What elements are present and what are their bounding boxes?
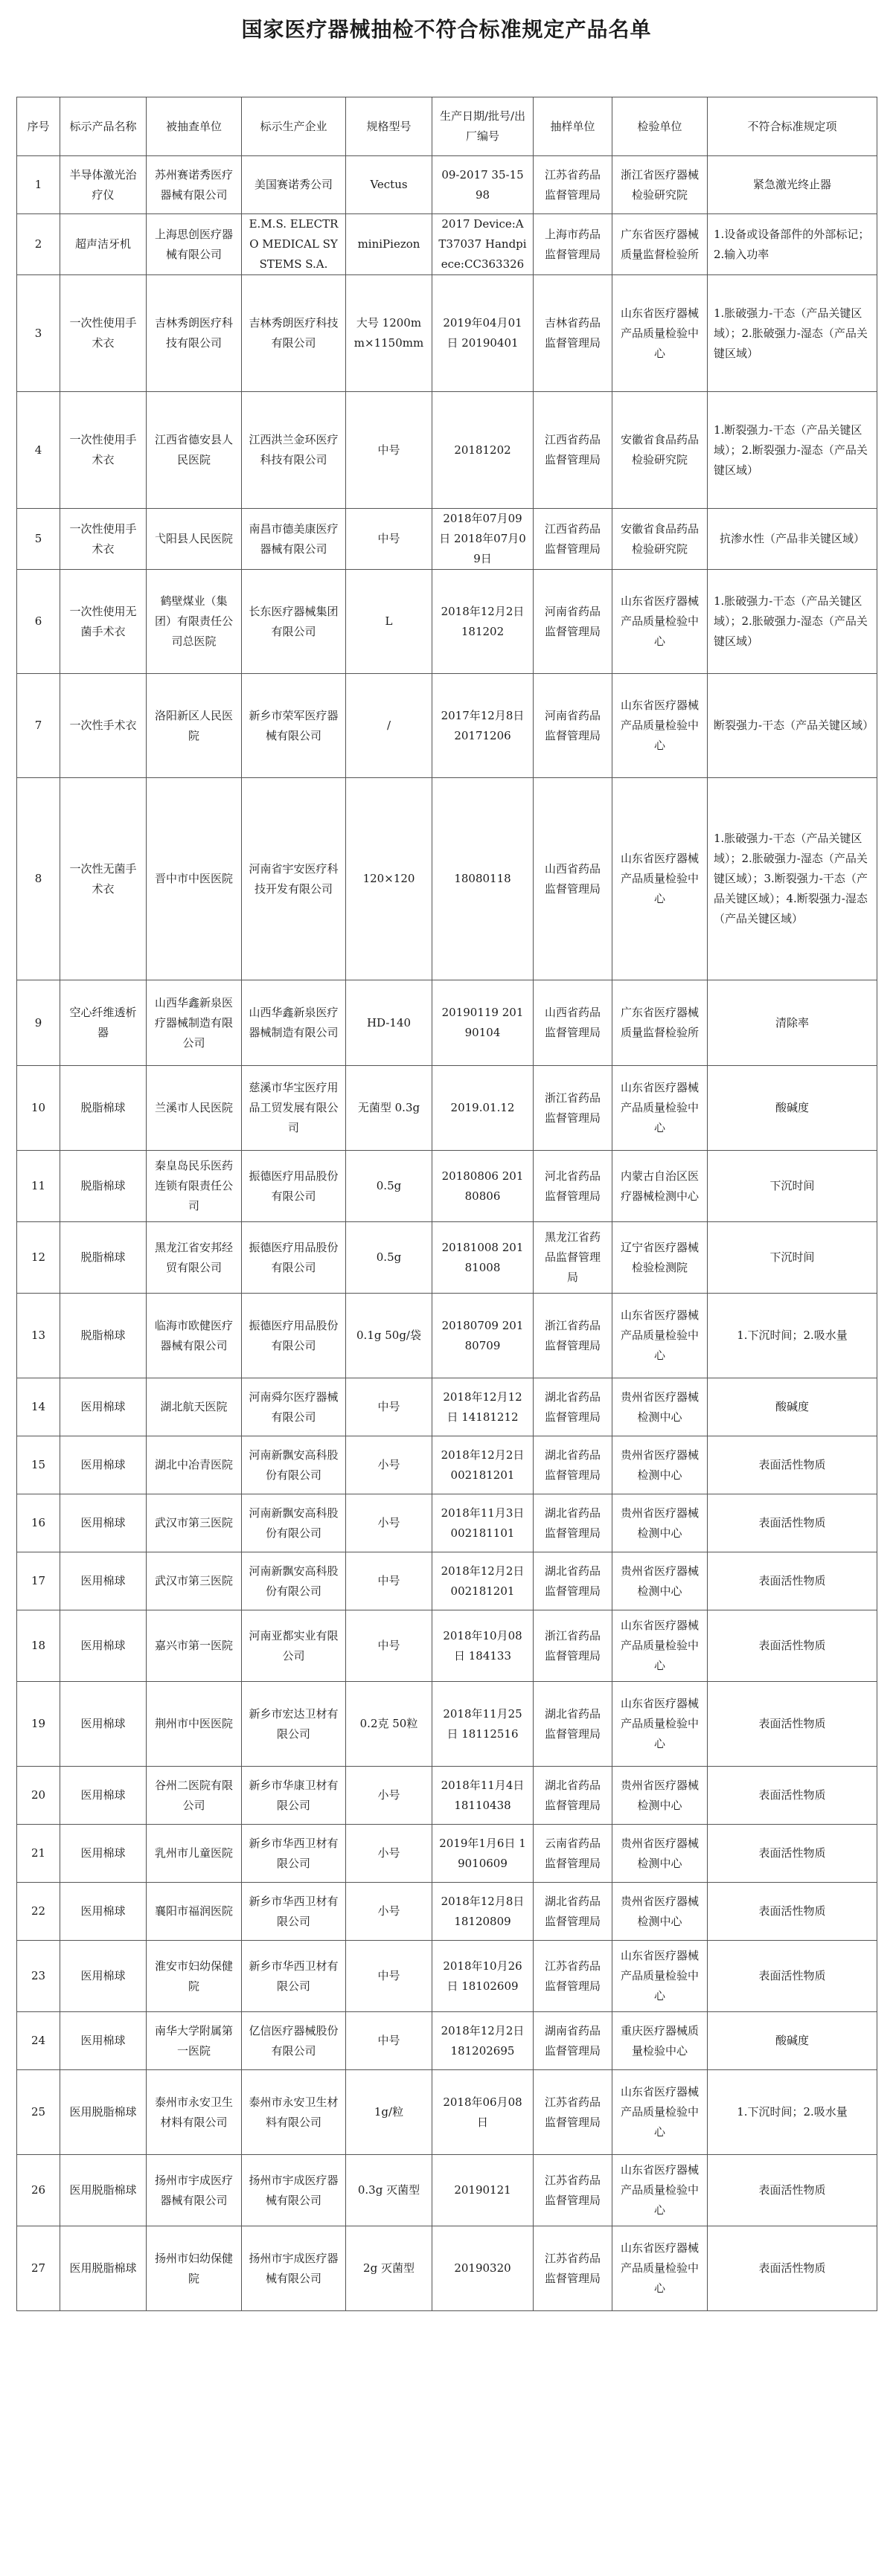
cell-nonconformity: 表面活性物质: [708, 1552, 877, 1610]
cell-product-name: 脱脂棉球: [60, 1294, 147, 1378]
cell-nonconformity: 表面活性物质: [708, 1883, 877, 1941]
cell-testing-unit: 贵州省医疗器械检测中心: [612, 1767, 708, 1825]
table-row: [17, 214, 877, 275]
cell-manufacturer: 亿信医疗器械股份有限公司: [242, 2012, 346, 2070]
cell-inspected-unit: 山西华鑫新泉医疗器械制造有限公司: [147, 980, 242, 1066]
cell-manufacturer: 山西华鑫新泉医疗器械制造有限公司: [242, 980, 346, 1066]
cell-nonconformity: 1.设备或设备部件的外部标记；2.输入功率: [708, 214, 877, 275]
cell-nonconformity: 表面活性物质: [708, 1610, 877, 1682]
cell-sampling-unit: 湖北省药品监督管理局: [534, 1494, 612, 1552]
cell-nonconformity: 抗渗水性（产品非关键区域）: [708, 509, 877, 570]
cell-manufacturer: 美国赛诺秀公司: [242, 156, 346, 214]
cell-manufacturer: 河南新飘安高科股份有限公司: [242, 1552, 346, 1610]
header-sampling-unit: 抽样单位: [534, 97, 612, 156]
cell-inspected-unit: 江西省德安县人民医院: [147, 392, 242, 509]
table-row: [17, 1494, 877, 1552]
cell-serial-no: 23: [17, 1941, 60, 2012]
cell-inspected-unit: 弋阳县人民医院: [147, 509, 242, 570]
cell-serial-no: 4: [17, 392, 60, 509]
cell-manufacturer: 新乡市华西卫材有限公司: [242, 1825, 346, 1883]
cell-inspected-unit: 武汉市第三医院: [147, 1552, 242, 1610]
cell-batch-info: 20190121: [432, 2155, 534, 2226]
cell-sampling-unit: 河北省药品监督管理局: [534, 1151, 612, 1222]
cell-testing-unit: 贵州省医疗器械检测中心: [612, 1825, 708, 1883]
cell-inspected-unit: 湖北航天医院: [147, 1378, 242, 1436]
table-row: [17, 1066, 877, 1151]
table-row: [17, 2226, 877, 2311]
cell-serial-no: 14: [17, 1378, 60, 1436]
cell-nonconformity: 表面活性物质: [708, 1682, 877, 1767]
cell-manufacturer: 河南舜尔医疗器械有限公司: [242, 1378, 346, 1436]
cell-spec-model: 1g/粒: [346, 2070, 432, 2155]
cell-testing-unit: 安徽省食品药品检验研究院: [612, 392, 708, 509]
cell-batch-info: 20181008 20181008: [432, 1222, 534, 1294]
cell-spec-model: miniPiezon: [346, 214, 432, 275]
cell-testing-unit: 贵州省医疗器械检测中心: [612, 1883, 708, 1941]
cell-manufacturer: 长东医疗器械集团有限公司: [242, 570, 346, 674]
table-row: [17, 778, 877, 980]
header-product-name: 标示产品名称: [60, 97, 147, 156]
cell-nonconformity: 表面活性物质: [708, 1825, 877, 1883]
cell-manufacturer: 河南新飘安高科股份有限公司: [242, 1494, 346, 1552]
cell-manufacturer: 泰州市永安卫生材料有限公司: [242, 2070, 346, 2155]
cell-manufacturer: 吉林秀朗医疗科技有限公司: [242, 275, 346, 392]
table-row: [17, 1941, 877, 2012]
cell-testing-unit: 贵州省医疗器械检测中心: [612, 1436, 708, 1494]
cell-product-name: 脱脂棉球: [60, 1151, 147, 1222]
cell-sampling-unit: 湖北省药品监督管理局: [534, 1883, 612, 1941]
cell-batch-info: 2019.01.12: [432, 1066, 534, 1151]
cell-testing-unit: 贵州省医疗器械检测中心: [612, 1552, 708, 1610]
cell-testing-unit: 山东省医疗器械产品质量检验中心: [612, 2155, 708, 2226]
cell-batch-info: 2018年07月09日 2018年07月09日: [432, 509, 534, 570]
header-batch-info: 生产日期/批号/出厂编号: [432, 97, 534, 156]
header-manufacturer: 标示生产企业: [242, 97, 346, 156]
cell-batch-info: 20181202: [432, 392, 534, 509]
cell-batch-info: 20180709 20180709: [432, 1294, 534, 1378]
cell-nonconformity: 紧急激光终止器: [708, 156, 877, 214]
cell-product-name: 医用棉球: [60, 1941, 147, 2012]
cell-inspected-unit: 淮安市妇幼保健院: [147, 1941, 242, 2012]
cell-sampling-unit: 吉林省药品监督管理局: [534, 275, 612, 392]
cell-testing-unit: 山东省医疗器械产品质量检验中心: [612, 1066, 708, 1151]
noncompliant-products-table: [16, 97, 877, 2311]
cell-sampling-unit: 河南省药品监督管理局: [534, 570, 612, 674]
cell-inspected-unit: 洛阳新区人民医院: [147, 674, 242, 778]
cell-testing-unit: 重庆医疗器械质量检验中心: [612, 2012, 708, 2070]
cell-batch-info: 2018年11月25日 18112516: [432, 1682, 534, 1767]
cell-nonconformity: 酸碱度: [708, 2012, 877, 2070]
cell-manufacturer: 振德医疗用品股份有限公司: [242, 1222, 346, 1294]
cell-inspected-unit: 扬州市妇幼保健院: [147, 2226, 242, 2311]
table-row: [17, 1610, 877, 1682]
cell-sampling-unit: 湖北省药品监督管理局: [534, 1682, 612, 1767]
cell-product-name: 脱脂棉球: [60, 1222, 147, 1294]
cell-sampling-unit: 浙江省药品监督管理局: [534, 1610, 612, 1682]
cell-product-name: 脱脂棉球: [60, 1066, 147, 1151]
header-serial-no: 序号: [17, 97, 60, 156]
cell-serial-no: 21: [17, 1825, 60, 1883]
cell-sampling-unit: 黑龙江省药品监督管理局: [534, 1222, 612, 1294]
cell-sampling-unit: 山西省药品监督管理局: [534, 778, 612, 980]
cell-testing-unit: 山东省医疗器械产品质量检验中心: [612, 1294, 708, 1378]
cell-serial-no: 10: [17, 1066, 60, 1151]
cell-product-name: 医用棉球: [60, 1378, 147, 1436]
cell-batch-info: 2019年04月01日 20190401: [432, 275, 534, 392]
table-row: [17, 1825, 877, 1883]
cell-sampling-unit: 江苏省药品监督管理局: [534, 2070, 612, 2155]
table-row: [17, 1767, 877, 1825]
cell-manufacturer: 新乡市华西卫材有限公司: [242, 1941, 346, 2012]
cell-product-name: 一次性手术衣: [60, 674, 147, 778]
cell-batch-info: 20190119 20190104: [432, 980, 534, 1066]
cell-product-name: 医用棉球: [60, 1552, 147, 1610]
cell-testing-unit: 山东省医疗器械产品质量检验中心: [612, 1941, 708, 2012]
cell-inspected-unit: 嘉兴市第一医院: [147, 1610, 242, 1682]
cell-spec-model: 无菌型 0.3g: [346, 1066, 432, 1151]
table-row: [17, 1378, 877, 1436]
cell-serial-no: 3: [17, 275, 60, 392]
cell-serial-no: 19: [17, 1682, 60, 1767]
table-row: [17, 570, 877, 674]
table-row: [17, 1222, 877, 1294]
cell-product-name: 医用脱脂棉球: [60, 2155, 147, 2226]
cell-inspected-unit: 泰州市永安卫生材料有限公司: [147, 2070, 242, 2155]
cell-sampling-unit: 江西省药品监督管理局: [534, 392, 612, 509]
cell-serial-no: 16: [17, 1494, 60, 1552]
cell-testing-unit: 山东省医疗器械产品质量检验中心: [612, 1610, 708, 1682]
cell-manufacturer: 新乡市华西卫材有限公司: [242, 1883, 346, 1941]
cell-batch-info: 2017年12月8日 20171206: [432, 674, 534, 778]
cell-manufacturer: 南昌市德美康医疗器械有限公司: [242, 509, 346, 570]
table-row: [17, 1436, 877, 1494]
cell-spec-model: 大号 1200mm×1150mm: [346, 275, 432, 392]
cell-product-name: 超声洁牙机: [60, 214, 147, 275]
cell-spec-model: 中号: [346, 1378, 432, 1436]
cell-nonconformity: 表面活性物质: [708, 1494, 877, 1552]
cell-serial-no: 15: [17, 1436, 60, 1494]
cell-sampling-unit: 河南省药品监督管理局: [534, 674, 612, 778]
cell-nonconformity: 酸碱度: [708, 1378, 877, 1436]
table-row: [17, 980, 877, 1066]
cell-spec-model: /: [346, 674, 432, 778]
cell-batch-info: 2018年12月8日 18120809: [432, 1883, 534, 1941]
cell-nonconformity: 表面活性物质: [708, 2155, 877, 2226]
header-inspected-unit: 被抽查单位: [147, 97, 242, 156]
cell-product-name: 医用棉球: [60, 1682, 147, 1767]
cell-testing-unit: 山东省医疗器械产品质量检验中心: [612, 570, 708, 674]
cell-serial-no: 7: [17, 674, 60, 778]
cell-product-name: 医用棉球: [60, 1825, 147, 1883]
cell-nonconformity: 1.下沉时间；2.吸水量: [708, 1294, 877, 1378]
cell-batch-info: 2018年10月26日 18102609: [432, 1941, 534, 2012]
cell-batch-info: 2018年11月4日 18110438: [432, 1767, 534, 1825]
cell-product-name: 医用棉球: [60, 1883, 147, 1941]
cell-manufacturer: 河南亚都实业有限公司: [242, 1610, 346, 1682]
cell-batch-info: 20180806 20180806: [432, 1151, 534, 1222]
cell-nonconformity: 1.下沉时间；2.吸水量: [708, 2070, 877, 2155]
cell-inspected-unit: 乳州市儿童医院: [147, 1825, 242, 1883]
cell-inspected-unit: 南华大学附属第一医院: [147, 2012, 242, 2070]
table-row: [17, 156, 877, 214]
cell-spec-model: 中号: [346, 1552, 432, 1610]
table-row: [17, 1883, 877, 1941]
cell-batch-info: 2018年11月3日 002181101: [432, 1494, 534, 1552]
cell-spec-model: 中号: [346, 1941, 432, 2012]
cell-manufacturer: 新乡市荣军医疗器械有限公司: [242, 674, 346, 778]
cell-nonconformity: 清除率: [708, 980, 877, 1066]
cell-inspected-unit: 武汉市第三医院: [147, 1494, 242, 1552]
cell-sampling-unit: 江苏省药品监督管理局: [534, 2155, 612, 2226]
cell-sampling-unit: 湖北省药品监督管理局: [534, 1378, 612, 1436]
table-row: [17, 275, 877, 392]
cell-spec-model: 中号: [346, 509, 432, 570]
cell-inspected-unit: 秦皇岛民乐医药连锁有限责任公司: [147, 1151, 242, 1222]
cell-serial-no: 12: [17, 1222, 60, 1294]
cell-testing-unit: 山东省医疗器械产品质量检验中心: [612, 2070, 708, 2155]
cell-nonconformity: 1.胀破强力-干态（产品关键区域）；2.胀破强力-湿态（产品关键区域）: [708, 275, 877, 392]
cell-serial-no: 17: [17, 1552, 60, 1610]
cell-batch-info: 2018年12月2日 181202695: [432, 2012, 534, 2070]
cell-nonconformity: 表面活性物质: [708, 1767, 877, 1825]
cell-sampling-unit: 山西省药品监督管理局: [534, 980, 612, 1066]
cell-manufacturer: 河南省宇安医疗科技开发有限公司: [242, 778, 346, 980]
cell-testing-unit: 辽宁省医疗器械检验检测院: [612, 1222, 708, 1294]
cell-manufacturer: 江西洪兰金环医疗科技有限公司: [242, 392, 346, 509]
cell-nonconformity: 酸碱度: [708, 1066, 877, 1151]
cell-serial-no: 22: [17, 1883, 60, 1941]
header-testing-unit: 检验单位: [612, 97, 708, 156]
table-row: [17, 509, 877, 570]
cell-product-name: 医用棉球: [60, 1610, 147, 1682]
cell-product-name: 空心纤维透析器: [60, 980, 147, 1066]
cell-nonconformity: 表面活性物质: [708, 1436, 877, 1494]
cell-sampling-unit: 湖北省药品监督管理局: [534, 1552, 612, 1610]
cell-spec-model: 0.3g 灭菌型: [346, 2155, 432, 2226]
cell-nonconformity: 下沉时间: [708, 1222, 877, 1294]
cell-product-name: 医用棉球: [60, 1436, 147, 1494]
cell-sampling-unit: 浙江省药品监督管理局: [534, 1066, 612, 1151]
cell-inspected-unit: 荆州市中医医院: [147, 1682, 242, 1767]
cell-testing-unit: 贵州省医疗器械检测中心: [612, 1494, 708, 1552]
header-spec-model: 规格型号: [346, 97, 432, 156]
cell-serial-no: 18: [17, 1610, 60, 1682]
table-row: [17, 674, 877, 778]
cell-testing-unit: 山东省医疗器械产品质量检验中心: [612, 1682, 708, 1767]
cell-batch-info: 2018年12月2日 002181201: [432, 1552, 534, 1610]
cell-manufacturer: 慈溪市华宝医疗用品工贸发展有限公司: [242, 1066, 346, 1151]
cell-testing-unit: 广东省医疗器械质量监督检验所: [612, 980, 708, 1066]
cell-nonconformity: 1.断裂强力-干态（产品关键区域）；2.断裂强力-湿态（产品关键区域）: [708, 392, 877, 509]
cell-nonconformity: 下沉时间: [708, 1151, 877, 1222]
cell-sampling-unit: 湖北省药品监督管理局: [534, 1767, 612, 1825]
cell-spec-model: HD-140: [346, 980, 432, 1066]
cell-manufacturer: 扬州市宇成医疗器械有限公司: [242, 2155, 346, 2226]
cell-spec-model: 小号: [346, 1494, 432, 1552]
cell-spec-model: 0.2克 50粒: [346, 1682, 432, 1767]
cell-inspected-unit: 湖北中冶青医院: [147, 1436, 242, 1494]
cell-manufacturer: 振德医疗用品股份有限公司: [242, 1294, 346, 1378]
table-row: [17, 2155, 877, 2226]
cell-batch-info: 18080118: [432, 778, 534, 980]
cell-serial-no: 24: [17, 2012, 60, 2070]
cell-testing-unit: 安徽省食品药品检验研究院: [612, 509, 708, 570]
cell-spec-model: 中号: [346, 2012, 432, 2070]
cell-product-name: 医用棉球: [60, 1767, 147, 1825]
cell-nonconformity: 1.胀破强力-干态（产品关键区域）；2.胀破强力-湿态（产品关键区域）: [708, 570, 877, 674]
cell-manufacturer: 新乡市华康卫材有限公司: [242, 1767, 346, 1825]
cell-spec-model: 中号: [346, 392, 432, 509]
cell-serial-no: 2: [17, 214, 60, 275]
cell-spec-model: 小号: [346, 1767, 432, 1825]
cell-inspected-unit: 吉林秀朗医疗科技有限公司: [147, 275, 242, 392]
cell-spec-model: 0.5g: [346, 1151, 432, 1222]
cell-product-name: 医用脱脂棉球: [60, 2070, 147, 2155]
cell-inspected-unit: 黑龙江省安邦经贸有限公司: [147, 1222, 242, 1294]
cell-manufacturer: 振德医疗用品股份有限公司: [242, 1151, 346, 1222]
cell-sampling-unit: 云南省药品监督管理局: [534, 1825, 612, 1883]
cell-spec-model: 120×120: [346, 778, 432, 980]
cell-spec-model: 2g 灭菌型: [346, 2226, 432, 2311]
cell-inspected-unit: 苏州赛诺秀医疗器械有限公司: [147, 156, 242, 214]
table-row: [17, 1552, 877, 1610]
table-header-row: [17, 97, 877, 156]
cell-sampling-unit: 江西省药品监督管理局: [534, 509, 612, 570]
cell-spec-model: 小号: [346, 1436, 432, 1494]
cell-serial-no: 13: [17, 1294, 60, 1378]
cell-nonconformity: 表面活性物质: [708, 2226, 877, 2311]
cell-inspected-unit: 临海市欧健医疗器械有限公司: [147, 1294, 242, 1378]
cell-serial-no: 26: [17, 2155, 60, 2226]
cell-serial-no: 8: [17, 778, 60, 980]
cell-spec-model: 小号: [346, 1883, 432, 1941]
cell-serial-no: 11: [17, 1151, 60, 1222]
cell-sampling-unit: 湖北省药品监督管理局: [534, 1436, 612, 1494]
cell-inspected-unit: 襄阳市福润医院: [147, 1883, 242, 1941]
cell-inspected-unit: 上海思创医疗器械有限公司: [147, 214, 242, 275]
cell-testing-unit: 山东省医疗器械产品质量检验中心: [612, 275, 708, 392]
cell-serial-no: 6: [17, 570, 60, 674]
cell-serial-no: 9: [17, 980, 60, 1066]
cell-serial-no: 1: [17, 156, 60, 214]
cell-serial-no: 5: [17, 509, 60, 570]
table-row: [17, 392, 877, 509]
cell-manufacturer: E.M.S. ELECTRO MEDICAL SYSTEMS S.A.: [242, 214, 346, 275]
table-body: [17, 156, 877, 2311]
table-row: [17, 1151, 877, 1222]
cell-batch-info: 2017 Device:AT37037 Handpiece:CC363326: [432, 214, 534, 275]
cell-nonconformity: 断裂强力-干态（产品关键区域）: [708, 674, 877, 778]
cell-manufacturer: 扬州市宇成医疗器械有限公司: [242, 2226, 346, 2311]
cell-spec-model: L: [346, 570, 432, 674]
cell-batch-info: 09-2017 35-1598: [432, 156, 534, 214]
cell-testing-unit: 内蒙古自治区医疗器械检测中心: [612, 1151, 708, 1222]
header-nonconformity: 不符合标准规定项: [708, 97, 877, 156]
cell-product-name: 医用棉球: [60, 2012, 147, 2070]
cell-manufacturer: 河南新飘安高科股份有限公司: [242, 1436, 346, 1494]
cell-nonconformity: 表面活性物质: [708, 1941, 877, 2012]
cell-sampling-unit: 江苏省药品监督管理局: [534, 2226, 612, 2311]
cell-product-name: 医用脱脂棉球: [60, 2226, 147, 2311]
cell-inspected-unit: 兰溪市人民医院: [147, 1066, 242, 1151]
cell-sampling-unit: 江苏省药品监督管理局: [534, 1941, 612, 2012]
table-row: [17, 2070, 877, 2155]
cell-batch-info: 2018年06月08日: [432, 2070, 534, 2155]
document-title: 国家医疗器械抽检不符合标准规定产品名单: [241, 17, 652, 42]
cell-product-name: 一次性使用手术衣: [60, 509, 147, 570]
cell-inspected-unit: 谷州二医院有限公司: [147, 1767, 242, 1825]
cell-inspected-unit: 扬州市宇成医疗器械有限公司: [147, 2155, 242, 2226]
cell-product-name: 半导体激光治疗仪: [60, 156, 147, 214]
cell-testing-unit: 山东省医疗器械产品质量检验中心: [612, 2226, 708, 2311]
cell-product-name: 一次性使用手术衣: [60, 275, 147, 392]
cell-batch-info: 2018年12月2日 002181201: [432, 1436, 534, 1494]
cell-product-name: 一次性使用手术衣: [60, 392, 147, 509]
cell-testing-unit: 山东省医疗器械产品质量检验中心: [612, 674, 708, 778]
cell-product-name: 一次性无菌手术衣: [60, 778, 147, 980]
cell-batch-info: 2019年1月6日 19010609: [432, 1825, 534, 1883]
cell-batch-info: 20190320: [432, 2226, 534, 2311]
cell-inspected-unit: 鹤壁煤业（集团）有限责任公司总医院: [147, 570, 242, 674]
cell-serial-no: 27: [17, 2226, 60, 2311]
cell-spec-model: Vectus: [346, 156, 432, 214]
table-row: [17, 2012, 877, 2070]
cell-sampling-unit: 湖南省药品监督管理局: [534, 2012, 612, 2070]
table-row: [17, 1682, 877, 1767]
cell-product-name: 医用棉球: [60, 1494, 147, 1552]
cell-testing-unit: 浙江省医疗器械检验研究院: [612, 156, 708, 214]
cell-testing-unit: 广东省医疗器械质量监督检验所: [612, 214, 708, 275]
cell-spec-model: 0.1g 50g/袋: [346, 1294, 432, 1378]
cell-sampling-unit: 浙江省药品监督管理局: [534, 1294, 612, 1378]
cell-product-name: 一次性使用无菌手术衣: [60, 570, 147, 674]
cell-batch-info: 2018年12月12日 14181212: [432, 1378, 534, 1436]
cell-manufacturer: 新乡市宏达卫材有限公司: [242, 1682, 346, 1767]
cell-batch-info: 2018年12月2日 181202: [432, 570, 534, 674]
cell-spec-model: 小号: [346, 1825, 432, 1883]
table-row: [17, 1294, 877, 1378]
cell-inspected-unit: 晋中市中医医院: [147, 778, 242, 980]
cell-nonconformity: 1.胀破强力-干态（产品关键区域）；2.胀破强力-湿态（产品关键区域）；3.断裂强力-干态（产品关键区域）；4.断裂强力-湿态（产品关键区域）: [708, 778, 877, 980]
cell-sampling-unit: 上海市药品监督管理局: [534, 214, 612, 275]
cell-sampling-unit: 江苏省药品监督管理局: [534, 156, 612, 214]
cell-batch-info: 2018年10月08日 184133: [432, 1610, 534, 1682]
cell-spec-model: 中号: [346, 1610, 432, 1682]
cell-testing-unit: 贵州省医疗器械检测中心: [612, 1378, 708, 1436]
cell-serial-no: 25: [17, 2070, 60, 2155]
cell-serial-no: 20: [17, 1767, 60, 1825]
cell-testing-unit: 山东省医疗器械产品质量检验中心: [612, 778, 708, 980]
cell-spec-model: 0.5g: [346, 1222, 432, 1294]
